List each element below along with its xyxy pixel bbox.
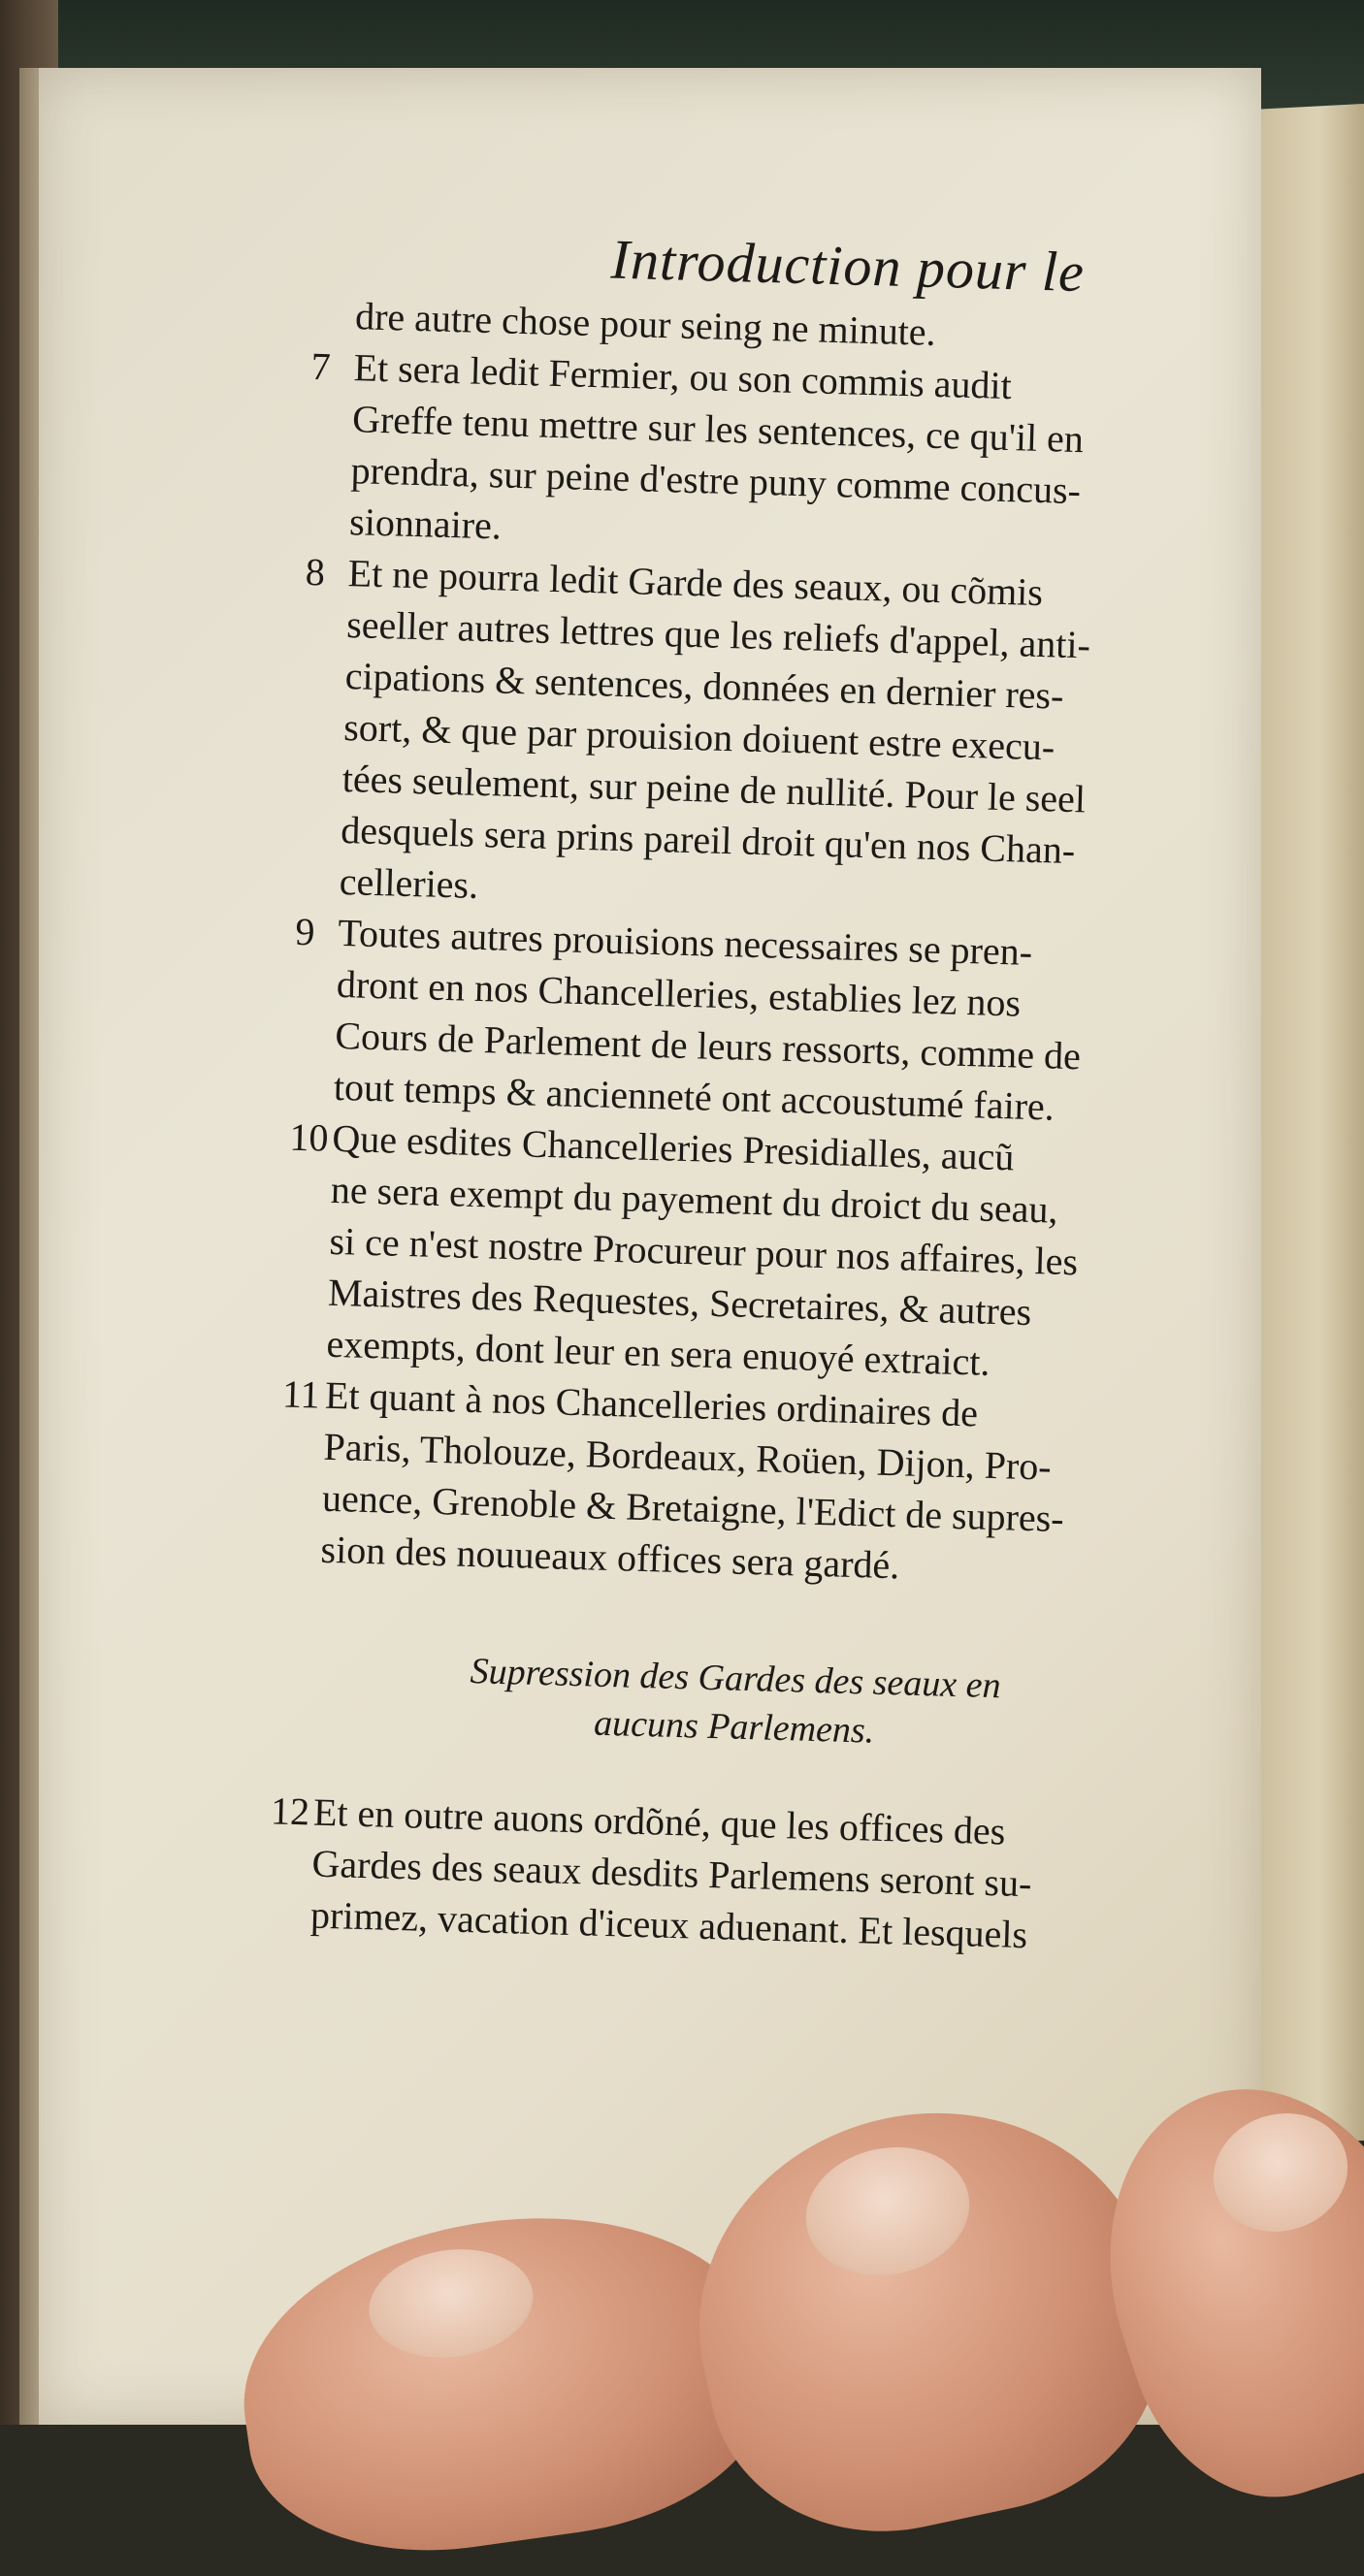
text-line: Cours de Parlement de leurs ressorts, comme de — [334, 1013, 1082, 1079]
page-text — [267, 218, 1236, 1965]
text-line: prendra, sur peine d'estre puny comme concus- — [350, 448, 1082, 513]
article-number: 10 — [288, 1114, 330, 1160]
text-line: 10Que esdites Chancelleries Presidialles, aucũ — [289, 1111, 1212, 1189]
text-line: celleries. — [339, 858, 479, 907]
text-line: tées seulement, sur peine de nullité. Pour le seel — [341, 757, 1087, 821]
text-line: 12Et en outre auons ordõné, que les offices des — [270, 1785, 1192, 1862]
section-heading-continued: aucuns Parlemens. — [593, 1702, 875, 1752]
article-number: 8 — [305, 549, 326, 595]
text-line: sionnaire. — [348, 499, 503, 548]
facing-page-edge — [1251, 104, 1364, 2146]
article-number: 9 — [294, 909, 316, 954]
running-head: Introduction pour le — [609, 227, 1086, 305]
text-line: desquels sera prins pareil droit qu'en nos Chan- — [340, 807, 1076, 873]
text-line: tout temps & ancienneté ont accoustumé faire. — [333, 1064, 1055, 1129]
article-number: 12 — [270, 1788, 310, 1834]
text-line: sort, & que par prouision doiuent estre execu- — [342, 705, 1055, 769]
text-line: sion des nouueaux offices sera gardé. — [320, 1527, 900, 1588]
text-line: seeller autres lettres que les reliefs d'appel, anti- — [345, 602, 1091, 667]
text-line: 11 Et quant à nos Chancelleries ordinaires de — [281, 1368, 1204, 1446]
text-line: ne sera exempt du payement du droict du seau, — [330, 1167, 1059, 1232]
article-number: 7 — [310, 343, 332, 389]
text-line: dre autre chose pour seing ne minute. — [311, 289, 1234, 367]
article-number — [312, 328, 355, 329]
text-line: dront en nos Chancelleries, establies lez nos — [336, 961, 1022, 1025]
text-line: Greffe tenu mettre sur les sentences, ce qu'il en — [351, 397, 1085, 462]
text-line: cipations & sentences, données en dernier res- — [344, 654, 1065, 718]
text-line: uence, Grenoble & Bretaigne, l'Edict de supres- — [321, 1475, 1065, 1541]
section-heading: Supression des Gardes des seaux en — [470, 1651, 1002, 1707]
text-line: exempts, dont leur en sera enuoyé extraict. — [325, 1321, 991, 1384]
article-number: 11 — [281, 1371, 321, 1417]
text-line: 9 Toutes autres prouisions necessaires se pren- — [295, 906, 1218, 983]
text-line: Maistres des Requestes, Secretaires, & autres — [327, 1270, 1032, 1335]
text-line: Paris, Tholouze, Bordeaux, Roüen, Dijon, Pro- — [323, 1424, 1053, 1489]
text-line: 7 Et sera ledit Fermier, ou son commis audit — [310, 340, 1233, 418]
text-line: 8 Et ne pourra ledit Garde des seaux, ou cõmis — [305, 546, 1227, 624]
text-line: Gardes des seaux desdits Parlemens seront su- — [311, 1841, 1033, 1906]
text-line: primez, vacation d'iceux aduenant. Et lesquels — [309, 1892, 1028, 1957]
text-line: si ce n'est nostre Procureur pour nos affaires, les — [328, 1218, 1079, 1284]
